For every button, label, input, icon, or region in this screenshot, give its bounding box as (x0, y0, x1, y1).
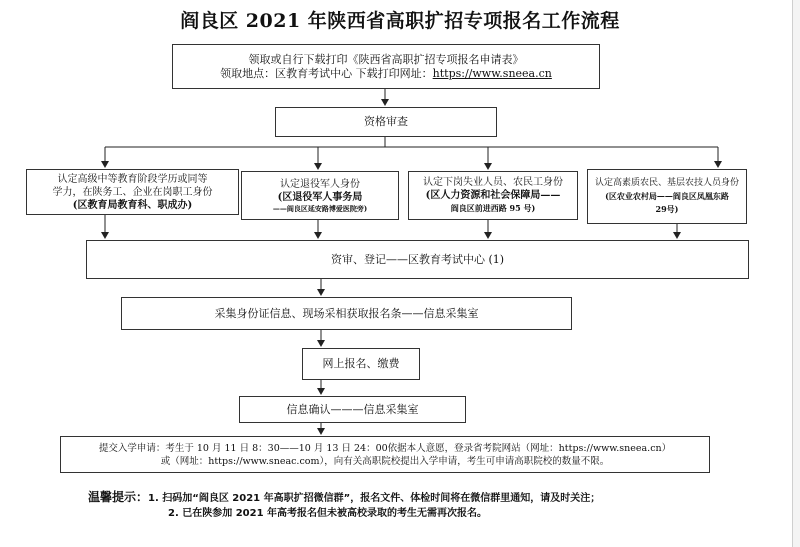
branch-3-line2: (区人力资源和社会保障局—— (425, 190, 561, 201)
review-registration-label: 资审、登记——区教育考试中心 (1) (330, 252, 505, 266)
step-qualification (275, 107, 497, 137)
branch-2-line2: (区退役军人事务局 (277, 191, 363, 203)
branch-box-agriculture (587, 169, 747, 224)
branch-3-line3: 阎良区前进西路 95 号) (450, 203, 536, 213)
branch-box-education (26, 169, 239, 215)
branch-3-line1: 认定下岗失业人员、农民工身份 (423, 177, 563, 188)
tips-section (88, 490, 600, 521)
step-review-registration (86, 240, 749, 279)
step-collect-id (121, 297, 572, 330)
page-title: 阎良区 2021 年陕西省高职扩招专项报名工作流程 (180, 10, 620, 32)
tips-label: 温馨提示： (88, 490, 149, 504)
apply-form-line1: 领取或自行下载打印《陕西省高职扩招专项报名申请表》 (248, 52, 524, 66)
tip-item-2: 2. 已在陕参加 2021 年高考报名但未被高校录取的考生无需再次报名。 (168, 508, 488, 519)
step-online-registration (302, 348, 420, 380)
branch-box-hr (408, 171, 578, 220)
step-submit-application (60, 436, 710, 473)
apply-form-line2 (220, 67, 552, 81)
branch-box-veterans (241, 171, 399, 220)
branch-1-line1: 认定高级中等教育阶段学历或同等 (57, 173, 208, 185)
tip-item-1: 1. 扫码加“阎良区 2021 年高职扩招微信群”，报名文件、体检时间将在微信群里通知，请及时关注； (148, 493, 601, 504)
branch-2-line3: ——阎良区延安路博爱医院旁) (272, 203, 368, 213)
branch-2-line1: 认定退役军人身份 (280, 178, 360, 190)
branch-1-line2: 学力，在陕务工、企业在岗职工身份 (52, 186, 213, 198)
apply-form-url-link[interactable]: https://www.sneea.cn (432, 66, 552, 80)
step-apply-form (172, 44, 600, 89)
submit-application-line1: 提交入学申请：考生于 10 月 11 日 8：30——10 月 13 日 24：00依据本人意愿，登录省考院网站（网址：https://www.sneea.cn） (98, 442, 672, 454)
collect-id-label: 采集身份证信息、现场采相获取报名条——信息采集室 (214, 306, 479, 320)
submit-application-line2: 或（网址：https://www.sneac.com），向有关高职院校提出入学申请，考生可申请高职院校的数量不限。 (160, 455, 610, 467)
branch-4-line3: 29号) (655, 204, 679, 214)
online-registration-label: 网上报名、缴费 (322, 357, 400, 370)
qualification-label: 资格审查 (364, 115, 408, 128)
step-info-confirmation (239, 396, 466, 423)
apply-form-location: 领取地点：区教育考试中心 下载打印网址： (220, 66, 433, 80)
branch-4-line1: 认定高素质农民、基层农技人员身份 (594, 178, 739, 188)
info-confirmation-label: 信息确认———信息采集室 (286, 402, 419, 416)
branch-4-line2: (区农业农村局——阎良区凤凰东路 (605, 191, 729, 201)
branch-1-line3: (区教育局教育科、职成办) (72, 199, 193, 211)
